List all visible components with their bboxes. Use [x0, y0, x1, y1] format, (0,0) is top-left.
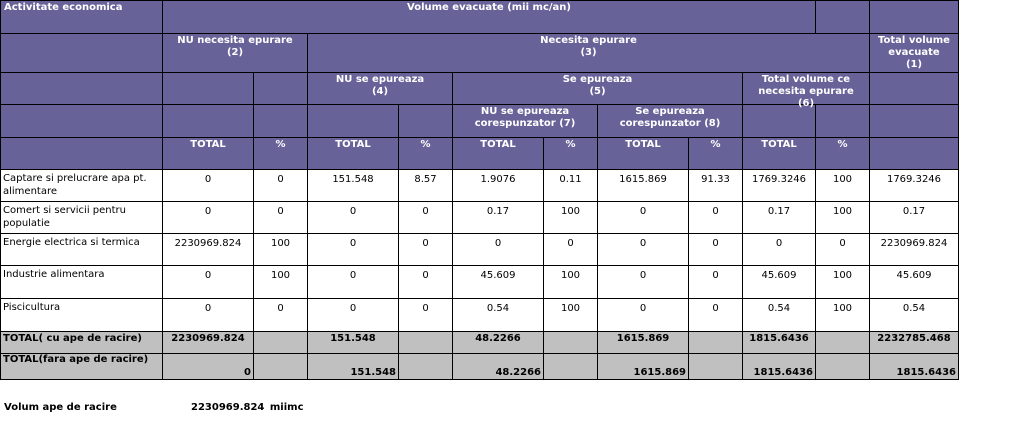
header-pct-label: %: [399, 138, 453, 170]
data-cell: 0.17: [743, 202, 816, 234]
data-cell: 100: [544, 202, 598, 234]
data-cell: 45.609: [743, 266, 816, 299]
header-row-2: [1, 34, 959, 73]
data-cell: 0: [163, 202, 254, 234]
header-nu-corespunzator-line1: NU se epureaza: [480, 106, 570, 117]
header-nu-corespunzator-line2: corespunzator (7): [474, 118, 576, 129]
header-empty: [1, 34, 163, 73]
data-cell: 0.54: [870, 299, 959, 332]
total-cell: 1815.6436: [870, 354, 959, 380]
header-total-label: TOTAL: [453, 138, 544, 170]
header-empty: [816, 1, 870, 34]
data-cell: 0: [689, 299, 743, 332]
header-total-necesita-line3: (6): [797, 98, 815, 109]
header-nu-necesita-line1: NU necesita epurare: [177, 35, 293, 46]
data-cell: 0: [308, 234, 399, 266]
table-row: [1, 170, 959, 202]
data-cell: 0: [689, 266, 743, 299]
total-fara-racire-label: TOTAL(fara ape de racire): [1, 354, 163, 380]
data-cell: 100: [544, 299, 598, 332]
total-cell: [254, 332, 308, 354]
data-cell: 100: [254, 234, 308, 266]
data-cell: 0.54: [743, 299, 816, 332]
total-row-cu-racire: [1, 332, 959, 354]
data-cell: 0.54: [453, 299, 544, 332]
total-row-fara-racire: [1, 354, 959, 380]
data-cell: 100: [816, 202, 870, 234]
header-nu-se-epureaza: [308, 73, 453, 105]
header-row-1: [1, 1, 959, 34]
header-empty: [870, 73, 959, 105]
header-pct-label: %: [816, 138, 870, 170]
data-cell: 0: [598, 266, 689, 299]
header-nu-se-epureaza-line1: NU se epureaza: [335, 74, 425, 85]
data-cell: 0: [544, 234, 598, 266]
data-cell: 0.17: [453, 202, 544, 234]
data-cell: 0: [598, 234, 689, 266]
row-activity: Captare si prelucrare apa pt. alimentare: [1, 170, 163, 202]
header-empty: [870, 1, 959, 34]
data-cell: 0: [399, 202, 453, 234]
table-row: [1, 234, 959, 266]
total-cell: 48.2266: [453, 354, 544, 380]
data-cell: 1.9076: [453, 170, 544, 202]
header-necesita-line1: Necesita epurare: [540, 35, 637, 46]
total-cell: [544, 332, 598, 354]
data-cell: 100: [816, 299, 870, 332]
data-cell: 0: [308, 266, 399, 299]
data-cell: 0: [598, 299, 689, 332]
data-cell: 2230969.824: [870, 234, 959, 266]
data-cell: 0: [689, 234, 743, 266]
header-empty: [254, 105, 308, 138]
header-empty: [308, 105, 399, 138]
table-row: [1, 299, 959, 332]
data-cell: 0: [399, 299, 453, 332]
header-nu-necesita: [163, 34, 308, 73]
header-activitate: Activitate economica: [1, 1, 163, 34]
header-nu-corespunzator: [453, 105, 598, 138]
data-cell: 0: [163, 266, 254, 299]
header-empty: [870, 138, 959, 170]
header-total-necesita-line2: necesita epurare: [758, 86, 854, 97]
header-empty: [163, 73, 254, 105]
data-cell: 0: [598, 202, 689, 234]
footer-label: Volum ape de racire: [4, 402, 117, 413]
footer-value-group: [191, 402, 304, 413]
total-cell: 1815.6436: [743, 354, 816, 380]
total-cell: 151.548: [308, 354, 399, 380]
header-se-epureaza-line1: Se epureaza: [562, 74, 633, 85]
data-cell: 0: [689, 202, 743, 234]
header-row-3: [1, 73, 959, 105]
total-cell: [399, 354, 453, 380]
row-activity: Comert si servicii pentru populatie: [1, 202, 163, 234]
data-cell: 1769.3246: [870, 170, 959, 202]
header-corespunzator-line2: corespunzator (8): [619, 118, 721, 129]
header-total-necesita: [743, 73, 870, 109]
data-cell: 0.11: [544, 170, 598, 202]
header-empty: [816, 105, 870, 138]
data-cell: 45.609: [453, 266, 544, 299]
data-cell: 100: [544, 266, 598, 299]
data-cell: 0.17: [870, 202, 959, 234]
data-cell: 0: [254, 202, 308, 234]
header-total-evacuate-line3: (1): [905, 59, 923, 70]
header-total-evacuate: [870, 34, 959, 73]
row-activity: Piscicultura: [1, 299, 163, 332]
header-necesita: [308, 34, 870, 73]
total-cell: [399, 332, 453, 354]
total-cell: [689, 332, 743, 354]
data-cell: 0: [254, 299, 308, 332]
total-cell: [816, 332, 870, 354]
data-cell: 45.609: [870, 266, 959, 299]
header-total-necesita-clip: [746, 74, 866, 109]
header-total-label: TOTAL: [743, 138, 816, 170]
data-cell: 0: [399, 234, 453, 266]
data-cell: 151.548: [308, 170, 399, 202]
header-total-label: TOTAL: [598, 138, 689, 170]
header-empty: [1, 73, 163, 105]
header-volume-evacuate: Volume evacuate (mii mc/an): [163, 1, 816, 34]
data-cell: 0: [743, 234, 816, 266]
header-corespunzator-line1: Se epureaza: [635, 106, 705, 117]
data-cell: 1615.869: [598, 170, 689, 202]
total-cell: 1615.869: [598, 332, 689, 354]
header-empty: [163, 105, 254, 138]
total-cell: 2230969.824: [163, 332, 254, 354]
header-empty: [1, 105, 163, 138]
total-cell: [254, 354, 308, 380]
row-activity: Energie electrica si termica: [1, 234, 163, 266]
data-cell: 1769.3246: [743, 170, 816, 202]
header-nu-necesita-line2: (2): [226, 47, 244, 58]
total-cell: 0: [163, 354, 254, 380]
data-cell: 100: [254, 266, 308, 299]
total-cell: [544, 354, 598, 380]
data-cell: 0: [399, 266, 453, 299]
header-empty: [1, 138, 163, 170]
header-total-evacuate-line1: Total volume: [878, 35, 950, 46]
data-cell: 2230969.824: [163, 234, 254, 266]
header-pct-label: %: [544, 138, 598, 170]
total-cu-racire-label: TOTAL( cu ape de racire): [1, 332, 163, 354]
header-corespunzator: [598, 105, 743, 138]
header-se-epureaza-line2: (5): [589, 86, 606, 97]
header-empty: [870, 105, 959, 138]
total-cell: 48.2266: [453, 332, 544, 354]
header-total-evacuate-line2: evacuate: [888, 47, 940, 58]
footer-unit: miimc: [269, 402, 304, 413]
data-cell: 0: [816, 234, 870, 266]
data-cell: 8.57: [399, 170, 453, 202]
total-cell: 2232785.468: [870, 332, 959, 354]
header-row-4: [1, 105, 959, 138]
data-cell: 0: [453, 234, 544, 266]
total-cell: [689, 354, 743, 380]
row-activity: Industrie alimentara: [1, 266, 163, 299]
total-cell: 1815.6436: [743, 332, 816, 354]
data-cell: 0: [163, 299, 254, 332]
header-empty: [399, 105, 453, 138]
header-total-necesita-line1: Total volume ce: [761, 74, 851, 85]
header-pct-label: %: [689, 138, 743, 170]
header-necesita-line2: (3): [580, 47, 597, 58]
header-total-label: TOTAL: [163, 138, 254, 170]
data-cell: 0: [254, 170, 308, 202]
total-cell: 151.548: [308, 332, 399, 354]
header-pct-label: %: [254, 138, 308, 170]
data-cell: 0: [308, 202, 399, 234]
table-row: [1, 266, 959, 299]
data-cell: 100: [816, 266, 870, 299]
header-se-epureaza: [453, 73, 743, 105]
header-row-5: [1, 138, 959, 170]
data-cell: 0: [308, 299, 399, 332]
data-cell: 0: [163, 170, 254, 202]
header-nu-se-epureaza-line2: (4): [371, 86, 389, 97]
header-total-label: TOTAL: [308, 138, 399, 170]
total-cell: [816, 354, 870, 380]
footer-value: 2230969.824: [191, 402, 265, 413]
header-empty: [254, 73, 308, 105]
table-row: [1, 202, 959, 234]
total-cell: 1615.869: [598, 354, 689, 380]
data-cell: 100: [816, 170, 870, 202]
data-cell: 91.33: [689, 170, 743, 202]
